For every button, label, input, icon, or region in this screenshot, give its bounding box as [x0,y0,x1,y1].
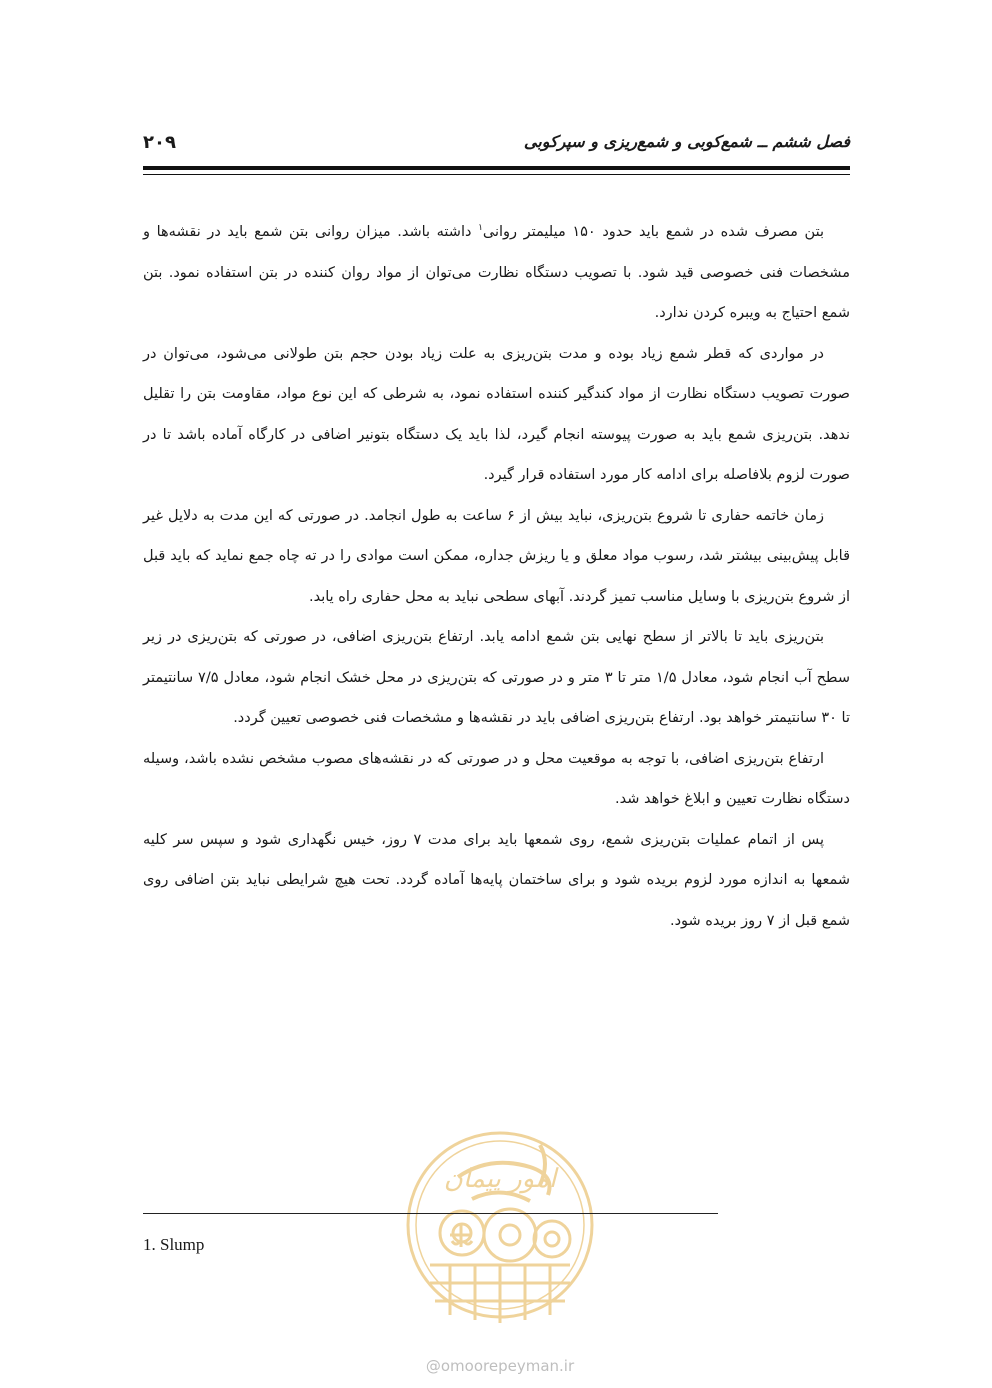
paragraph-3: زمان خاتمه حفاری تا شروع بتن‌ریزی، نباید بیش از ۶ ساعت به طول انجامد. در صورتی که این مدت به دلایل غیر قابل پیش‌بینی بیشتر شد، رسوب مواد معلق و یا ریزش جداره، ممکن است موادی را در ته چاه جمع نماید که باید قبل از شروع بتن‌ریزی با وسایل مناسب تمیز گردند. آبهای سطحی نباید به محل حفاری راه یابد. [143,507,850,605]
chapter-title: فصل ششم ــ شمع‌کوبی و شمع‌ریزی و سپرکوبی [523,132,850,151]
footnote: 1. Slump [143,1235,205,1254]
watermark-seal-icon [380,1115,620,1335]
watermark-logo [380,1115,620,1385]
header-rule-thick [143,166,850,170]
body-text [143,212,850,941]
watermark-logo-text: امور پیمان [443,1164,557,1194]
footnote-rule [143,1213,718,1214]
header-rule-thin [143,174,850,175]
footnote-ref: ۱ [478,223,483,234]
page-number: ۲۰۹ [143,132,176,153]
paragraph-1 [143,212,850,334]
paragraph-5: ارتفاع بتن‌ریزی اضافی، با توجه به موقعیت محل و در صورتی که در نقشه‌های مصوب مشخص نشده باشد، وسیله دستگاه نظارت تعیین و ابلاغ خواهد شد. [143,750,850,807]
paragraph-1-text-a: بتن مصرف شده در شمع باید حدود ۱۵۰ میلیمتر روانی [482,224,825,240]
paragraph-4: بتن‌ریزی باید تا بالاتر از سطح نهایی بتن شمع ادامه یابد. ارتفاع بتن‌ریزی اضافی، در صورتی که بتن‌ریزی در زیر سطح آب انجام شود، معادل ۱/۵ متر تا ۳ متر و در صورتی که بتن‌ریزی در محل خشک انجام شود، معادل ۷/۵ سانتیمتر تا ۳۰ سانتیمتر خواهد بود. ارتفاع بتن‌ریزی اضافی باید در نقشه‌ها و مشخصات فنی خصوصی تعیین گردد. [143,629,850,726]
page-header [143,130,850,160]
paragraph-2: در مواردی که قطر شمع زیاد بوده و مدت بتن‌ریزی به علت زیاد بودن حجم بتن طولانی می‌شود، می‌توان در صورت تصویب دستگاه نظارت از مواد کندگیر کننده استفاده نمود، به شرطی که این نوع مواد، مقاومت بتن را تقلیل ندهد. بتن‌ریزی شمع باید به صورت پیوسته انجام گیرد، لذا باید یک دستگاه بتونیر اضافی در کارگاه آماده باشد تا در صورت لزوم بلافاصله برای ادامه کار مورد استفاده قرار گیرد. [143,345,850,483]
paragraph-1-text-b: داشته باشد. میزان روانی بتن شمع باید در نقشه‌ها و مشخصات فنی خصوصی قید شود. با تصویب دستگاه نظارت می‌توان از مواد روان کننده در بتن استفاده نمود. بتن شمع احتیاج به ویبره کردن ندارد. [143,224,850,321]
watermark-url: @omoorepeyman.ir [425,1357,575,1375]
paragraph-6: پس از اتمام عملیات بتن‌ریزی شمع، روی شمعها باید برای مدت ۷ روز، خیس نگهداری شود و سپس سر کلیه شمعها به اندازه مورد لزوم بریده شود و برای ساختمان پایه‌ها آماده گردد. تحت هیچ شرایطی نباید بتن اضافی روی شمع قبل از ۷ روز بریده شود. [143,831,850,929]
